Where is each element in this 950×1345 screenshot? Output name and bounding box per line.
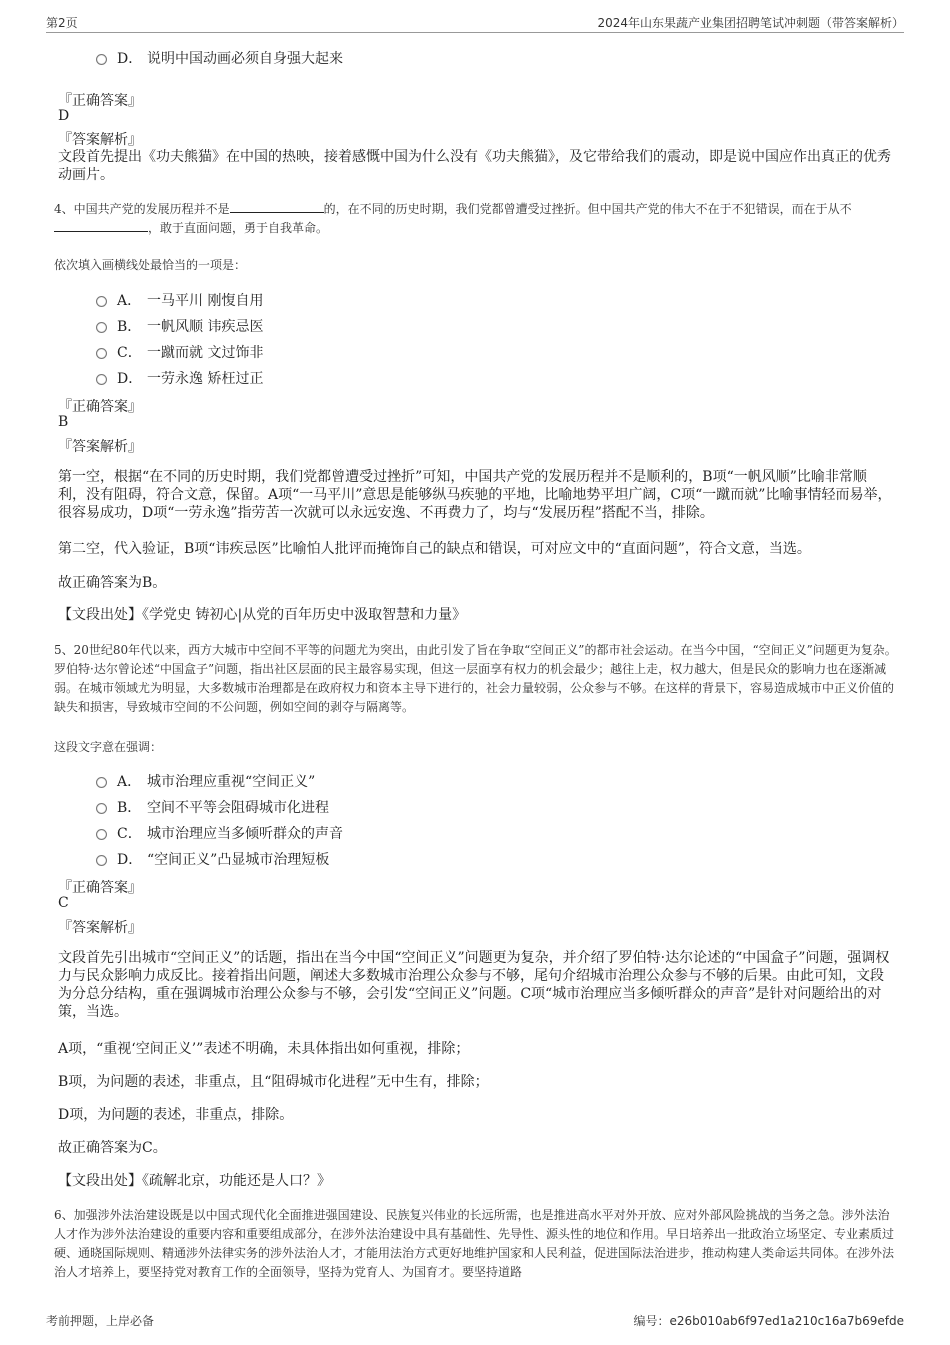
radio-icon[interactable] [96, 829, 107, 840]
q3-option-d[interactable]: D． 说明中国动画必须自身强大起来 [96, 48, 343, 68]
radio-icon[interactable] [96, 803, 107, 814]
radio-icon[interactable] [96, 296, 107, 307]
radio-icon[interactable] [96, 322, 107, 333]
q5-option-a[interactable]: A． 城市治理应重视“空间正义” [96, 771, 315, 791]
q4-analysis-p1: 第一空，根据“在不同的历史时期，我们党都曾遭受过挫折”可知，中国共产党的发展历程并不是顺利的，B项“一帆风顺”比喻非常顺利，没有阻碍，符合文意，保留。A项“一马平川”意思是能够纵马疾驰的平地，比喻地势平坦广阔，C项“一蹴而就”比喻事情轻而易举，很容易成功，D项“一劳永逸”指劳苦一次就可以永远安逸、不再费力了，均与“发展历程”搭配不当，排除。 [58, 469, 892, 521]
fill-blank-1 [230, 200, 324, 213]
q4-analysis-p3: 故正确答案为B。 [58, 575, 167, 591]
q4-option-b[interactable]: B． 一帆风顺 讳疾忌医 [96, 316, 263, 336]
radio-icon[interactable] [96, 374, 107, 385]
q4-option-a[interactable]: A． 一马平川 刚愎自用 [96, 290, 263, 310]
q5-option-b[interactable]: B． 空间不平等会阻碍城市化进程 [96, 797, 329, 817]
q5-source: 【文段出处】《疏解北京，功能还是人口？》 [58, 1173, 331, 1189]
q5-analysis-p5: 故正确答案为C。 [58, 1140, 167, 1156]
q4-analysis-p2: 第二空，代入验证，B项“讳疾忌医”比喻怕人批评而掩饰自己的缺点和错误，可对应文中的“直面问题”，符合文意，当选。 [58, 541, 811, 557]
q5-analysis-label: 『答案解析』 [58, 920, 142, 936]
page-number: 第2页 [46, 16, 78, 30]
q4-analysis-label: 『答案解析』 [58, 439, 142, 455]
page-header [46, 12, 904, 33]
q4-correct-label: 『正确答案』 [58, 399, 142, 415]
radio-icon[interactable] [96, 54, 107, 65]
q4-prompt: 依次填入画横线处最恰当的一项是： [54, 258, 247, 272]
footer-slogan: 考前押题，上岸必备 [46, 1314, 155, 1328]
document-title: 2024年山东果蔬产业集团招聘笔试冲刺题（带答案解析） [597, 16, 904, 30]
q4-answer: B [58, 414, 69, 430]
q5-option-c[interactable]: C． 城市治理应当多倾听群众的声音 [96, 823, 343, 843]
q4-source: 【文段出处】《学党史 铸初心|从党的百年历史中汲取智慧和力量》 [58, 607, 467, 623]
radio-icon[interactable] [96, 855, 107, 866]
q4-question: 4、中国共产党的发展历程并不是 的，在不同的历史时期，我们党都曾遭受过挫折。但中国共产党的伟大不在于不犯错误，而在于从不，敢于直面问题，勇于自我革命。 [54, 202, 852, 235]
q4-option-d[interactable]: D． 一劳永逸 矫枉过正 [96, 368, 263, 388]
q5-prompt: 这段文字意在强调： [54, 740, 163, 754]
q3-analysis-label: 『答案解析』 [58, 132, 142, 148]
q5-question: 5、20世纪80年代以来，西方大城市中空间不平等的问题尤为突出，由此引发了旨在争取“空间正义”的都市社会运动。在当今中国，“空间正义”问题更为复杂。罗伯特·达尔曾论述“中国盒子”问题，指出社区层面的民主最容易实现，但这一层面享有权力的机会最少；越往上走，权力越大，但是民众的影响力也在逐渐减弱。在城市领域尤为明显，大多数城市治理都是在政府权力和资本主导下进行的，社会力量较弱，公众参与不够。在这样的背景下，容易造成城市中正义价值的缺失和损害，导致城市空间的不公问题，例如空间的剥夺与隔离等。 [54, 643, 897, 714]
q5-analysis-p2: A项，“重视‘空间正义’”表述不明确，未具体指出如何重视，排除； [58, 1041, 470, 1057]
q4-option-c[interactable]: C． 一蹴而就 文过饰非 [96, 342, 263, 362]
q5-analysis-p1: 文段首先引出城市“空间正义”的话题，指出在当今中国“空间正义”问题更为复杂，并介绍了罗伯特·达尔论述的“中国盒子”问题，强调权力与民众影响力成反比。接着指出问题，阐述大多数城市治理公众参与不够，尾句介绍城市治理公众参与不够的后果。由此可知，文段为分总分结构，重在强调城市治理公众参与不够，会引发“空间正义”问题。C项“城市治理应当多倾听群众的声音”是针对问题给出的对策，当选。 [58, 950, 890, 1020]
q3-analysis: 文段首先提出《功夫熊猫》在中国的热映，接着感慨中国为什么没有《功夫熊猫》，及它带给我们的震动，即是说中国应作出真正的优秀动画片。 [58, 149, 891, 183]
document-code: 编号：e26b010ab6f97ed1a210c16a7b69efde [633, 1314, 904, 1328]
radio-icon[interactable] [96, 777, 107, 788]
q5-option-d[interactable]: D． “空间正义”凸显城市治理短板 [96, 849, 329, 869]
q5-answer: C [58, 895, 69, 911]
q3-correct-label: 『正确答案』 [58, 93, 142, 109]
radio-icon[interactable] [96, 348, 107, 359]
q3-answer: D [58, 108, 70, 124]
q6-question: 6、加强涉外法治建设既是以中国式现代化全面推进强国建设、民族复兴伟业的长远所需，也是推进高水平对外开放、应对外部风险挑战的当务之急。涉外法治人才作为涉外法治建设的重要内容和重要组成部分，在涉外法治建设中具有基础性、先导性、源头性的地位和作用。早日培养出一批政治立场坚定、专业素质过硬、通晓国际规则、精通涉外法律实务的涉外法治人才，才能用法治方式更好地维护国家和人民利益，促进国际法治进步，推动构建人类命运共同体。在涉外法治人才培养上，要坚持党对教育工作的全面领导，坚持为党育人、为国育才。要坚持道路 [54, 1208, 895, 1279]
q5-correct-label: 『正确答案』 [58, 880, 142, 896]
q5-analysis-p4: D项，为问题的表述，非重点，排除。 [58, 1107, 294, 1123]
fill-blank-2 [54, 219, 148, 232]
q5-analysis-p3: B项，为问题的表述，非重点，且“阻碍城市化进程”无中生有，排除； [58, 1074, 489, 1090]
